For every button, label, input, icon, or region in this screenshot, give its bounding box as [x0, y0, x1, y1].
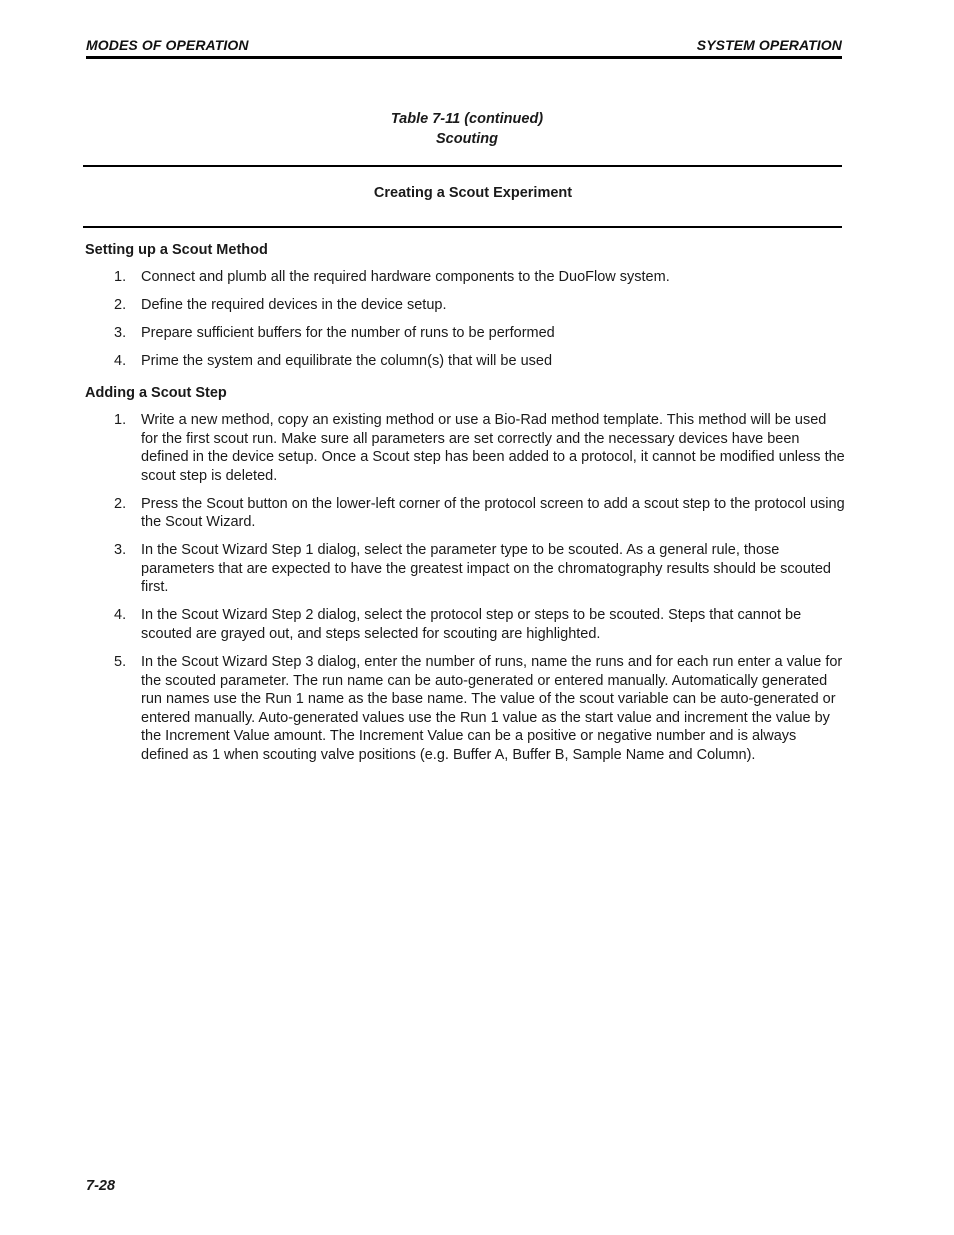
- table-caption-title: Scouting: [435, 130, 499, 147]
- step-list: [85, 411, 845, 765]
- step-number: 1.: [114, 269, 127, 285]
- section-title: Setting up a Scout Method: [85, 242, 268, 258]
- header-chapter-title: SYSTEM OPERATION: [696, 37, 842, 53]
- header-section-title: MODES OF OPERATION: [86, 37, 249, 53]
- list-item: [85, 268, 845, 287]
- list-item: [85, 606, 845, 643]
- step-number: 5.: [114, 654, 127, 671]
- step-number: 2.: [114, 495, 127, 512]
- table-body: [85, 241, 845, 774]
- step-text: Define the required devices in the device setup.: [141, 296, 447, 313]
- step-text: Prepare sufficient buffers for the number of runs to be performed: [141, 324, 555, 341]
- step-text: Connect and plumb all the required hardware components to the DuoFlow system.: [141, 269, 670, 285]
- step-text: In the Scout Wizard Step 2 dialog, select the protocol step or steps to be scouted. Steps that cannot be scouted are grayed out, and steps selected for scouting are highlighted.: [141, 607, 802, 643]
- table-heading-rule: [83, 226, 842, 228]
- step-number: 2.: [114, 296, 127, 313]
- step-number: 1.: [114, 411, 127, 428]
- step-text: Prime the system and equilibrate the column(s) that will be used: [141, 352, 553, 369]
- list-item: [85, 495, 845, 532]
- step-number: 3.: [114, 542, 127, 559]
- step-number: 4.: [114, 352, 127, 369]
- step-list: [85, 268, 845, 371]
- table-heading: Creating a Scout Experiment: [373, 185, 573, 201]
- table-caption-number: Table 7-11 (continued): [390, 111, 544, 127]
- section-setting-up: [85, 241, 845, 371]
- list-item: [85, 324, 845, 343]
- step-text: In the Scout Wizard Step 3 dialog, enter the number of runs, name the runs and for each run enter a value for the scouted parameter. The run name can be auto-generated or entered manually. Automatically generated run names use the Run 1 name as the base name. The value of the scout variable can be auto-generated or entered manually. Auto-generated values use the Run 1 value as the start value and increment the value by the Increment Value amount. The Increment Value can be a positive or negative number and is always defined as 1 when scouting valve positions (e.g. Buffer A, Buffer B, Sample Name and Column).: [141, 654, 843, 763]
- list-item: [85, 352, 845, 371]
- page-header: [86, 36, 842, 59]
- step-number: 3.: [114, 324, 127, 341]
- section-adding-step: [85, 384, 845, 765]
- table-top-rule: [83, 165, 842, 167]
- step-text: In the Scout Wizard Step 1 dialog, select the parameter type to be scouted. As a general rule, those parameters that are expected to have the greatest impact on the chromatography results should be scouted first.: [141, 542, 831, 596]
- list-item: [85, 296, 845, 315]
- section-title: Adding a Scout Step: [85, 384, 227, 401]
- list-item: [85, 411, 845, 485]
- page-number: 7-28: [86, 1178, 116, 1194]
- list-item: [85, 653, 845, 765]
- table-caption: [84, 110, 842, 149]
- step-text: Write a new method, copy an existing method or use a Bio-Rad method template. This method will be used for the first scout run. Make sure all parameters are set correctly and the necessary devices have been defined in the device setup. Once a Scout step has been added to a protocol, it cannot be modified unless the scout step is deleted.: [141, 411, 845, 484]
- step-number: 4.: [114, 607, 127, 624]
- step-text: Press the Scout button on the lower-left corner of the protocol screen to add a scout step to the protocol using the Scout Wizard.: [141, 495, 845, 531]
- list-item: [85, 541, 845, 597]
